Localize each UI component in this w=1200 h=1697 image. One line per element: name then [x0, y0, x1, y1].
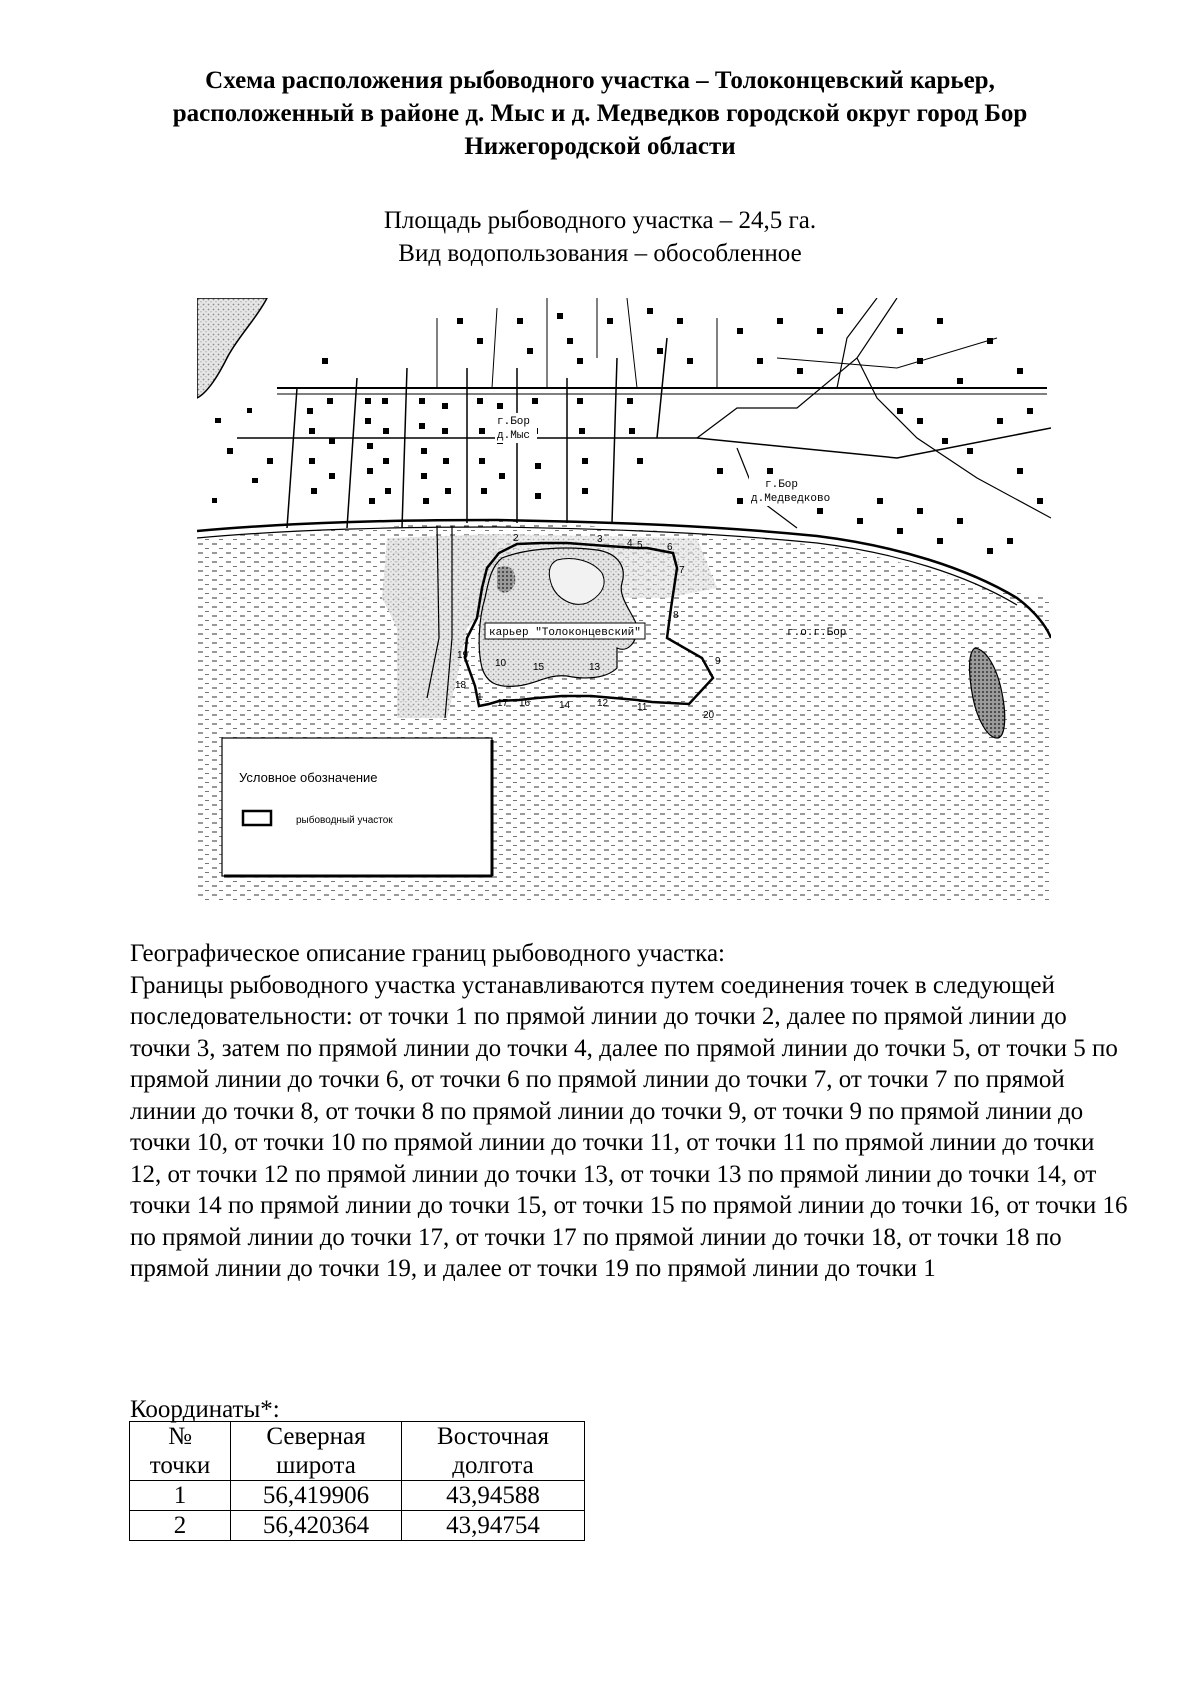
cell-latitude: 56,419906 — [231, 1481, 402, 1511]
description-heading: Географическое описание границ рыбоводного участка: — [130, 940, 725, 967]
point-label-11: 11 — [637, 702, 648, 713]
table-row — [130, 1481, 585, 1511]
point-label-1: 1 — [477, 692, 483, 703]
map-legend — [222, 738, 492, 876]
point-label-19: 19 — [457, 650, 469, 661]
district-label: г.о.г.Бор — [787, 627, 847, 639]
coordinates-label: Координаты*: — [130, 1396, 280, 1423]
site-map — [197, 298, 1051, 901]
header-longitude: Восточная долгота — [402, 1422, 585, 1481]
point-label-13: 13 — [589, 662, 601, 673]
point-label-7: 7 — [679, 565, 685, 576]
town-label-bor-1: г.Бор — [497, 416, 531, 428]
cell-point-number: 2 — [130, 1511, 231, 1541]
area-text: Площадь рыбоводного участка – 24,5 га. — [383, 207, 817, 234]
document-subtitle — [120, 204, 1080, 270]
point-label-9: 9 — [715, 656, 721, 667]
document-title — [120, 64, 1080, 163]
table-header-row — [130, 1422, 585, 1481]
header-latitude: Северная широта — [231, 1422, 402, 1481]
quarry-label: карьер "Толоконцевский" — [489, 627, 641, 639]
legend-swatch-icon — [243, 811, 271, 825]
coordinates-table — [129, 1421, 585, 1541]
point-label-12: 12 — [597, 698, 609, 709]
cell-longitude: 43,94588 — [402, 1481, 585, 1511]
table-row — [130, 1511, 585, 1541]
point-label-10: 10 — [495, 658, 507, 669]
point-label-6: 6 — [667, 542, 673, 553]
town-label-bor-2: г.Бор — [765, 479, 799, 491]
point-label-20: 20 — [703, 710, 715, 721]
point-label-4: 4 — [627, 538, 633, 549]
cell-longitude: 43,94754 — [402, 1511, 585, 1541]
point-label-5: 5 — [637, 540, 643, 551]
point-label-16: 16 — [519, 698, 531, 709]
point-label-2: 2 — [513, 533, 519, 544]
description-text: Границы рыбоводного участка устанавливаются путем соединения точек в следующей последовательности: от точки 1 по прямой линии до точки 2, далее по прямой линии до точки 3, затем по прямой линии до точки 4, далее по прямой линии до точки 5, от точки 5 по прямой линии до точки 6, от точки 6 по прямой линии до точки 7, от точки 7 по прямой линии до точки 8, от точки 8 по прямой линии до точки 9, от точки 9 по прямой линии до точки 10, от точки 10 по прямой линии до точки 11, от точки 11 по прямой линии до точки 12, от точки 12 по прямой линии до точки 13, от точки 13 по прямой линии до точки 14, от точки 14 по прямой линии до точки 15, от точки 15 по прямой линии до точки 16, от точки 16 по прямой линии до точки 17, от точки 17 по прямой линии до точки 18, от точки 18 по прямой линии до точки 19, и далее от точки 19 по прямой линии до точки 1 — [130, 971, 1128, 1282]
title-line-3: Нижегородской области — [464, 133, 736, 160]
point-label-17: 17 — [497, 698, 509, 709]
header-point-number: № точки — [130, 1422, 231, 1481]
water-use-text: Вид водопользования – обособленное — [398, 240, 802, 267]
town-label-mys: д.Мыс — [497, 430, 531, 442]
legend-item-label: рыбоводный участок — [296, 815, 393, 826]
cell-latitude: 56,420364 — [231, 1511, 402, 1541]
point-label-15: 15 — [533, 662, 545, 673]
town-label-medvedkovo: д.Медведково — [751, 493, 831, 505]
point-label-14: 14 — [559, 700, 571, 711]
legend-title: Условное обозначение — [239, 770, 378, 785]
title-line-1: Схема расположения рыбоводного участка – Толоконцевский карьер, — [205, 67, 995, 94]
title-line-2: расположенный в районе д. Мыс и д. Медведков городской округ город Бор — [172, 100, 1028, 127]
boundary-description — [130, 938, 1130, 1285]
cell-point-number: 1 — [130, 1481, 231, 1511]
point-label-3: 3 — [597, 534, 603, 545]
point-label-8: 8 — [673, 610, 679, 621]
point-label-18: 18 — [455, 680, 467, 691]
